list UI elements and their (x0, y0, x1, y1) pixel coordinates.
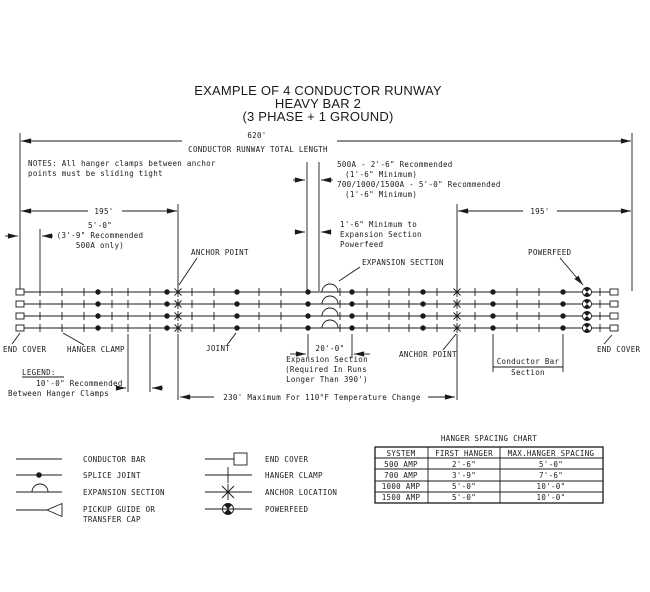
end-cover-left-label: END COVER (3, 345, 47, 354)
legend-label-hanger-clamp: HANGER CLAMP (265, 471, 323, 480)
splice-joint-symbol (234, 301, 239, 306)
end-cover-symbol (610, 289, 618, 295)
dimension-expansion-section (285, 334, 370, 384)
first-hanger-line3: 500A only) (75, 241, 125, 250)
splice-joint-symbol (234, 313, 239, 318)
first-hanger-line2: (3'-9" Recommended (56, 231, 144, 240)
powerfeed-spacing-line2: (1'-6" Minimum) (345, 170, 418, 179)
pickup-guide-symbol (47, 504, 62, 517)
end-cover-symbol (610, 313, 618, 319)
splice-joint-symbol (164, 325, 169, 330)
splice-joint-symbol (490, 301, 495, 306)
chart-cell: 500 AMP (384, 460, 418, 469)
splice-joint-symbol (420, 289, 425, 294)
drawing-title-line3: (3 PHASE + 1 GROUND) (242, 109, 394, 124)
bar-section-line2: Section (511, 368, 545, 377)
legend-left-column (16, 455, 165, 524)
expansion-note-line2: (Required In Runs (285, 365, 367, 374)
splice-joint-symbol (234, 325, 239, 330)
splice-joint-symbol (95, 313, 100, 318)
drawing-title-line1: EXAMPLE OF 4 CONDUCTOR RUNWAY (194, 83, 442, 98)
powerfeed-spacing-line4: (1'-6" Minimum) (345, 190, 418, 199)
splice-joint-symbol (95, 325, 100, 330)
drawing-title-line2: HEAVY BAR 2 (274, 96, 362, 111)
end-cover-symbol (610, 301, 618, 307)
chart-header-first-hanger: FIRST HANGER (435, 449, 493, 458)
splice-joint-symbol (490, 289, 495, 294)
dimension-first-hanger (5, 221, 143, 288)
total-length-value: 620' (247, 131, 267, 140)
splice-joint-symbol (164, 301, 169, 306)
expansion-section-label: EXPANSION SECTION (362, 258, 444, 267)
splice-joint-symbol (164, 289, 169, 294)
right-section-value: 195' (530, 207, 550, 216)
chart-title: HANGER SPACING CHART (440, 434, 538, 443)
splice-joint-symbol (305, 289, 310, 294)
chart-cell: 1000 AMP (381, 482, 421, 491)
legend-label-end-cover: END COVER (265, 455, 309, 464)
bar-section-line1: Conductor Bar (496, 357, 560, 366)
chart-cell: 5'-0" (451, 493, 477, 502)
legend-label-pickup-guide-line2: TRANSFER CAP (83, 515, 141, 524)
anchor-point-right-label: ANCHOR POINT (399, 350, 457, 359)
expansion-note-line1: Expansion Section (286, 355, 368, 364)
legend-note-line1: 10'-0" Recommended (36, 379, 123, 388)
left-section-value: 195' (94, 207, 114, 216)
chart-header-max-spacing: MAX.HANGER SPACING (507, 449, 595, 458)
expansion-powerfeed-line1: 1'-6" Minimum to (340, 220, 418, 229)
splice-joint-symbol (560, 325, 565, 330)
expansion-section-symbol (322, 320, 338, 328)
legend-label-conductor-bar: CONDUCTOR BAR (83, 455, 146, 464)
powerfeed-spacing-line3: 700/1000/1500A - 5'-0" Recommended (337, 180, 501, 189)
notes-line2: points must be sliding tight (28, 169, 163, 178)
legend-heading: LEGEND: (22, 368, 56, 377)
splice-joint-symbol (36, 472, 42, 478)
splice-joint-symbol (420, 325, 425, 330)
end-cover-symbol (16, 301, 24, 307)
conductor-bar-section (493, 334, 563, 377)
splice-joint-symbol (560, 289, 565, 294)
chart-cell: 10'-0" (536, 482, 566, 491)
chart-cell: 1500 AMP (381, 493, 421, 502)
chart-cell: 5'-0" (538, 460, 564, 469)
splice-joint-symbol (560, 313, 565, 318)
expansion-section-symbol (322, 296, 338, 304)
splice-joint-symbol (95, 301, 100, 306)
chart-header-system: SYSTEM (386, 449, 416, 458)
powerfeed-spacing-line1: 500A - 2'-6" Recommended (337, 160, 453, 169)
dimension-right-section (457, 204, 631, 287)
legend-note-line2: Between Hanger Clamps (8, 389, 110, 398)
legend-label-powerfeed: POWERFEED (265, 505, 309, 514)
end-cover-right-label: END COVER (597, 345, 641, 354)
chart-cell: 3'-9" (451, 471, 477, 480)
legend-label-pickup-guide-line1: PICKUP GUIDE OR (83, 505, 156, 514)
expansion-section-symbol (322, 284, 338, 292)
splice-joint-symbol (349, 301, 354, 306)
splice-joint-symbol (560, 301, 565, 306)
splice-joint-symbol (490, 313, 495, 318)
expansion-section-symbol (322, 308, 338, 316)
splice-joint-symbol (164, 313, 169, 318)
legend-label-anchor-location: ANCHOR LOCATION (265, 488, 338, 497)
end-cover-symbol (234, 453, 247, 465)
runway-bars (16, 284, 618, 333)
legend-label-expansion-section: EXPANSION SECTION (83, 488, 165, 497)
splice-joint-symbol (305, 325, 310, 330)
chart-cell: 2'-6" (451, 460, 477, 469)
expansion-section-symbol (32, 484, 48, 492)
splice-joint-symbol (234, 289, 239, 294)
dimension-hanger-spacing (8, 334, 163, 398)
first-hanger-line1: 5'-0" (87, 221, 113, 230)
splice-joint-symbol (95, 289, 100, 294)
joint-label: JOINT (206, 344, 231, 353)
splice-joint-symbol (349, 289, 354, 294)
chart-cell: 700 AMP (384, 471, 418, 480)
chart-cell: 7'-6" (538, 471, 564, 480)
dimension-powerfeed-spacing (293, 160, 501, 291)
hanger-spacing-chart (375, 434, 603, 503)
end-cover-symbol (16, 289, 24, 295)
end-cover-symbol (610, 325, 618, 331)
powerfeed-symbol (224, 503, 232, 509)
splice-joint-symbol (349, 313, 354, 318)
total-length-label: CONDUCTOR RUNWAY TOTAL LENGTH (188, 145, 328, 154)
max-run-label: 230' Maximum For 110°F Temperature Change (223, 393, 421, 402)
anchor-point-left-label: ANCHOR POINT (191, 248, 249, 257)
splice-joint-symbol (305, 313, 310, 318)
legend-middle-column (205, 453, 337, 515)
splice-joint-symbol (420, 313, 425, 318)
splice-joint-symbol (305, 301, 310, 306)
splice-joint-symbol (420, 301, 425, 306)
end-cover-symbol (16, 325, 24, 331)
chart-cell: 10'-0" (536, 493, 566, 502)
notes-line1: NOTES: All hanger clamps between anchor (28, 159, 216, 168)
end-cover-symbol (16, 313, 24, 319)
expansion-width-value: 20'-0" (315, 344, 345, 353)
notes-block (28, 159, 216, 178)
splice-joint-symbol (490, 325, 495, 330)
upper-callouts (179, 248, 583, 285)
powerfeed-label: POWERFEED (528, 248, 572, 257)
expansion-powerfeed-line2: Expansion Section (340, 230, 422, 239)
expansion-powerfeed-line3: Powerfeed (340, 240, 384, 249)
legend-label-splice-joint: SPLICE JOINT (83, 471, 141, 480)
powerfeed-symbol (224, 509, 232, 515)
title-block (194, 83, 442, 124)
hanger-clamp-label: HANGER CLAMP (67, 345, 125, 354)
chart-cell: 5'-0" (451, 482, 477, 491)
splice-joint-symbol (349, 325, 354, 330)
expansion-note-line3: Longer Than 390') (286, 375, 368, 384)
